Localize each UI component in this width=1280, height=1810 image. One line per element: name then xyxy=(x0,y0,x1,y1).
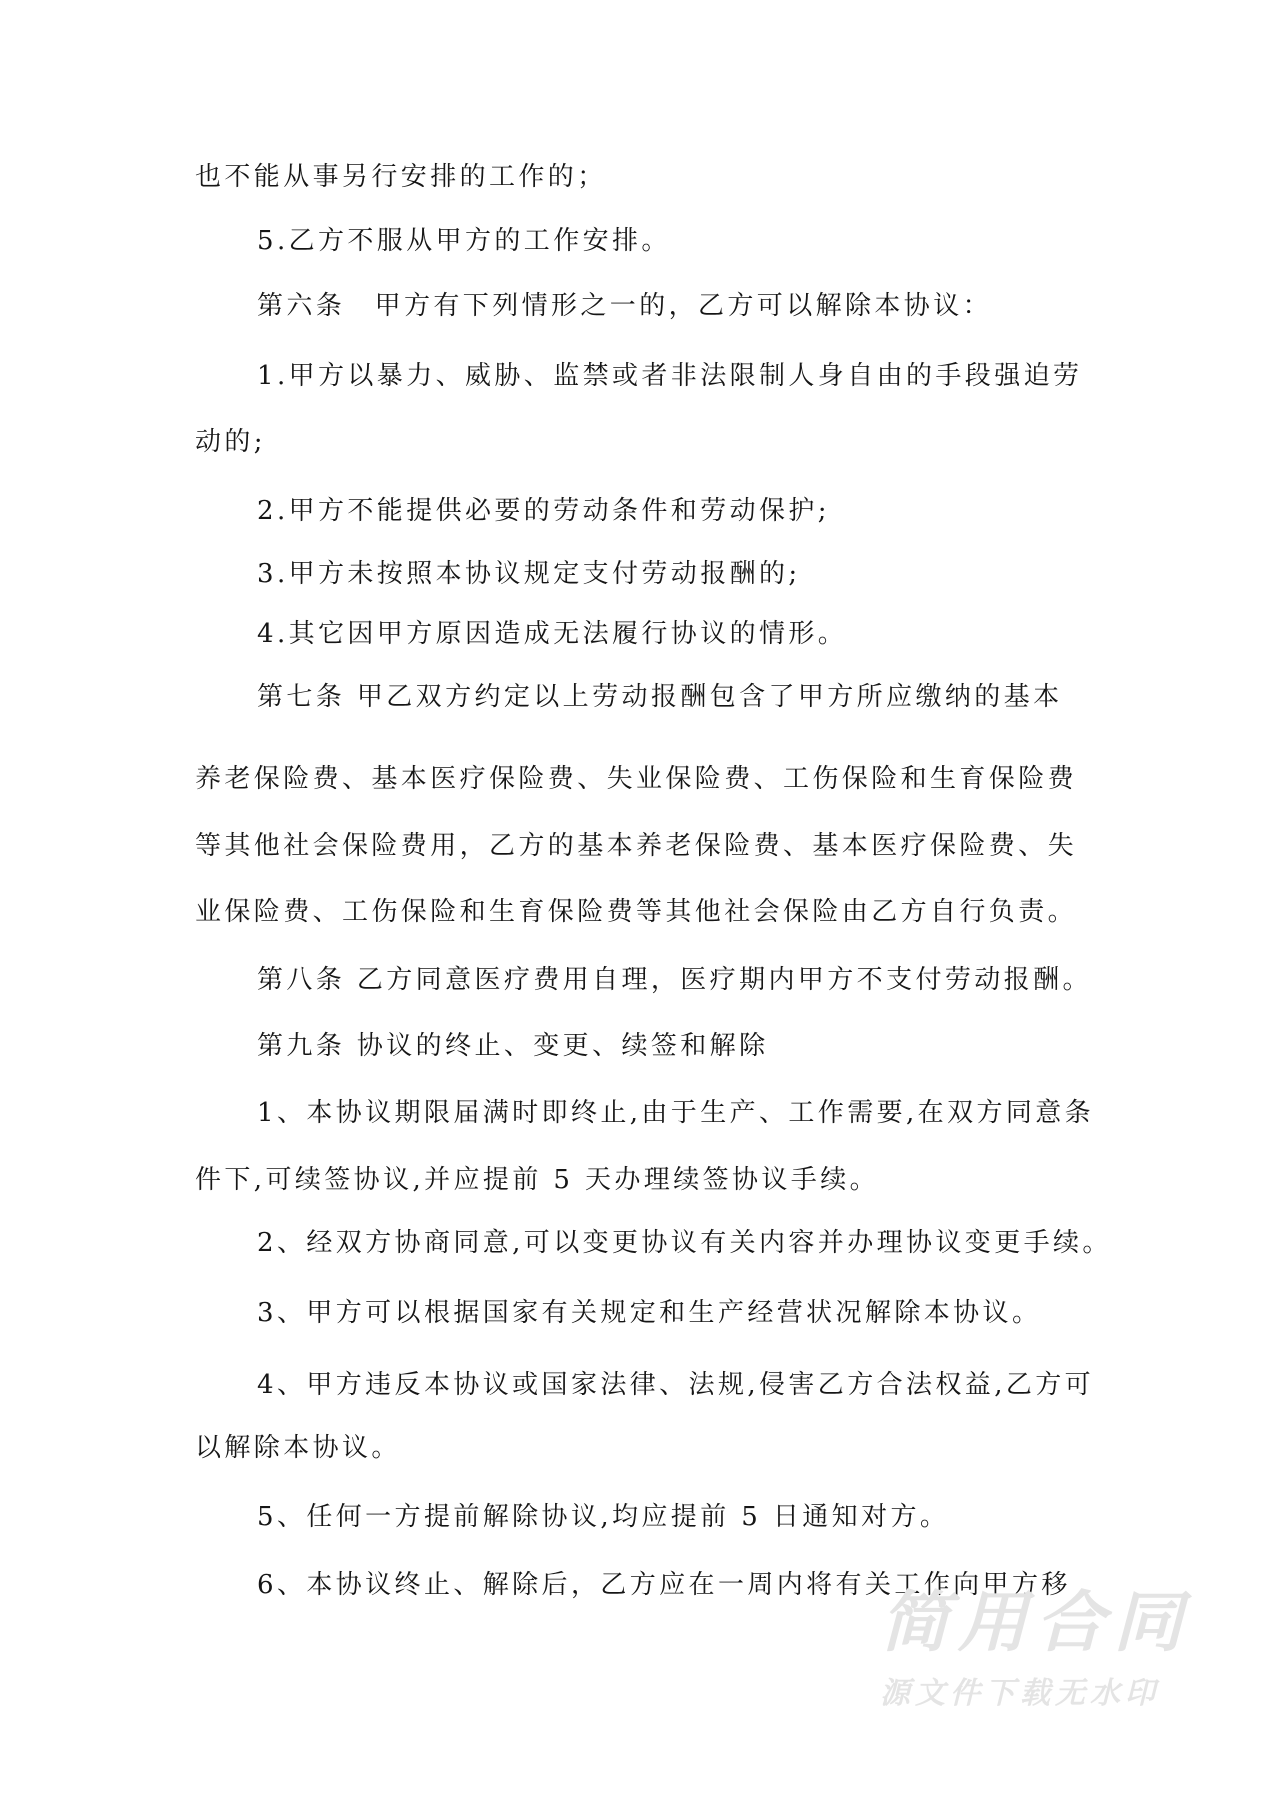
document-line: 养老保险费、基本医疗保险费、失业保险费、工伤保险和生育保险费 xyxy=(195,764,1078,794)
document-line: 件下,可续签协议,并应提前 5 天办理续签协议手续。 xyxy=(195,1165,880,1195)
document-line: 第七条 甲乙双方约定以上劳动报酬包含了甲方所应缴纳的基本 xyxy=(257,682,1063,712)
watermark-title: 简用合同 xyxy=(880,1584,1191,1661)
document-line: 5、任何一方提前解除协议,均应提前 5 日通知对方。 xyxy=(257,1502,950,1532)
document-line: 3、甲方可以根据国家有关规定和生产经营状况解除本协议。 xyxy=(257,1298,1042,1328)
document-line: 第六条 甲方有下列情形之一的，乙方可以解除本协议： xyxy=(257,291,993,321)
document-line: 5.乙方不服从甲方的工作安排。 xyxy=(257,226,671,256)
document-line: 3.甲方未按照本协议规定支付劳动报酬的; xyxy=(257,559,801,589)
document-line: 也不能从事另行安排的工作的； xyxy=(195,162,607,192)
document-line: 以解除本协议。 xyxy=(195,1433,401,1463)
document-line: 第九条 协议的终止、变更、续签和解除 xyxy=(257,1031,769,1061)
document-line: 4、甲方违反本协议或国家法律、法规,侵害乙方合法权益,乙方可 xyxy=(257,1370,1095,1400)
document-line: 业保险费、工伤保险和生育保险费等其他社会保险由乙方自行负责。 xyxy=(195,897,1078,927)
document-line: 6、本协议终止、解除后，乙方应在一周内将有关工作向甲方移 xyxy=(257,1570,1071,1600)
document-line: 1.甲方以暴力、威胁、监禁或者非法限制人身自由的手段强迫劳 xyxy=(257,361,1083,391)
watermark xyxy=(880,1584,1191,1711)
document-line: 第八条 乙方同意医疗费用自理，医疗期内甲方不支付劳动报酬。 xyxy=(257,965,1092,995)
document-line: 1、本协议期限届满时即终止,由于生产、工作需要,在双方同意条 xyxy=(257,1098,1095,1128)
document-line: 2、经双方协商同意,可以变更协议有关内容并办理协议变更手续。 xyxy=(257,1228,1112,1258)
document-line: 等其他社会保险费用，乙方的基本养老保险费、基本医疗保险费、失 xyxy=(195,831,1078,861)
document-line: 动的; xyxy=(195,427,266,457)
watermark-subtitle: 源文件下载无水印 xyxy=(880,1676,1160,1711)
document-line: 2.甲方不能提供必要的劳动条件和劳动保护; xyxy=(257,496,830,526)
document-line: 4.其它因甲方原因造成无法履行协议的情形。 xyxy=(257,619,848,649)
